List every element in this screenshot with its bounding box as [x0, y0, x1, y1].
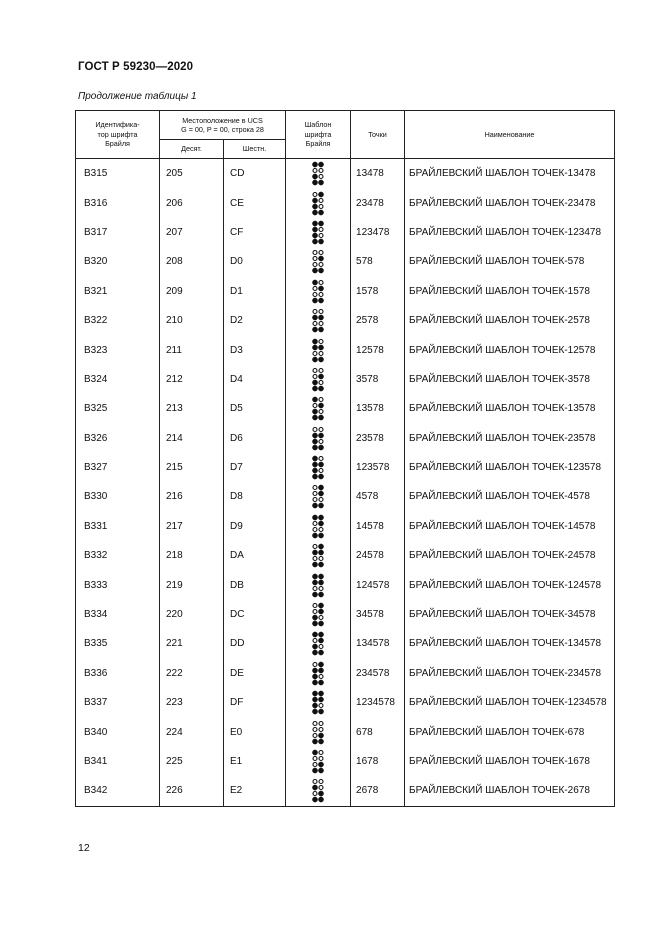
- cell-dots: 3578: [351, 365, 405, 394]
- cell-dots: 134578: [351, 629, 405, 658]
- cell-dec: 224: [160, 717, 224, 746]
- cell-name: БРАЙЛЕВСКИЙ ШАБЛОН ТОЧЕК-134578: [405, 629, 615, 658]
- table-row: [76, 600, 615, 629]
- cell-name: БРАЙЛЕВСКИЙ ШАБЛОН ТОЧЕК-23578: [405, 424, 615, 453]
- cell-id: B322: [76, 306, 160, 335]
- braille-pattern-icon: [286, 365, 351, 394]
- cell-dots: 13578: [351, 394, 405, 423]
- cell-dots: 123578: [351, 453, 405, 482]
- cell-name: БРАЙЛЕВСКИЙ ШАБЛОН ТОЧЕК-2678: [405, 776, 615, 806]
- braille-pattern-icon: [286, 277, 351, 306]
- table-row: [76, 688, 615, 717]
- cell-id: B315: [76, 159, 160, 189]
- braille-table: [75, 110, 615, 807]
- braille-pattern-icon: [286, 453, 351, 482]
- cell-hex: D5: [224, 394, 286, 423]
- cell-dec: 216: [160, 482, 224, 511]
- cell-name: БРАЙЛЕВСКИЙ ШАБЛОН ТОЧЕК-13478: [405, 159, 615, 189]
- cell-name: БРАЙЛЕВСКИЙ ШАБЛОН ТОЧЕК-1678: [405, 747, 615, 776]
- header-name: Наименование: [405, 111, 615, 159]
- table-row: [76, 424, 615, 453]
- table-row: [76, 277, 615, 306]
- cell-id: B334: [76, 600, 160, 629]
- braille-pattern-icon: [286, 600, 351, 629]
- cell-hex: D1: [224, 277, 286, 306]
- cell-hex: DC: [224, 600, 286, 629]
- table-row: [76, 306, 615, 335]
- cell-dots: 678: [351, 717, 405, 746]
- cell-name: БРАЙЛЕВСКИЙ ШАБЛОН ТОЧЕК-1578: [405, 277, 615, 306]
- braille-pattern-icon: [286, 394, 351, 423]
- cell-dec: 207: [160, 218, 224, 247]
- braille-pattern-icon: [286, 688, 351, 717]
- cell-dots: 234578: [351, 659, 405, 688]
- cell-dots: 4578: [351, 482, 405, 511]
- cell-hex: DD: [224, 629, 286, 658]
- cell-dots: 12578: [351, 335, 405, 364]
- cell-hex: D4: [224, 365, 286, 394]
- table-row: [76, 188, 615, 217]
- cell-id: B335: [76, 629, 160, 658]
- table-row: [76, 659, 615, 688]
- table-row: [76, 541, 615, 570]
- cell-name: БРАЙЛЕВСКИЙ ШАБЛОН ТОЧЕК-12578: [405, 335, 615, 364]
- table-row: [76, 747, 615, 776]
- cell-name: БРАЙЛЕВСКИЙ ШАБЛОН ТОЧЕК-2578: [405, 306, 615, 335]
- cell-name: БРАЙЛЕВСКИЙ ШАБЛОН ТОЧЕК-1234578: [405, 688, 615, 717]
- table-row: [76, 717, 615, 746]
- cell-name: БРАЙЛЕВСКИЙ ШАБЛОН ТОЧЕК-678: [405, 717, 615, 746]
- cell-dec: 221: [160, 629, 224, 658]
- cell-dec: 220: [160, 600, 224, 629]
- cell-name: БРАЙЛЕВСКИЙ ШАБЛОН ТОЧЕК-24578: [405, 541, 615, 570]
- table-row: [76, 776, 615, 806]
- header-location: Местоположение в UCS G = 00, P = 00, строка 28: [160, 111, 286, 140]
- cell-id: B324: [76, 365, 160, 394]
- cell-dec: 226: [160, 776, 224, 806]
- cell-name: БРАЙЛЕВСКИЙ ШАБЛОН ТОЧЕК-578: [405, 247, 615, 276]
- braille-pattern-icon: [286, 247, 351, 276]
- cell-id: B340: [76, 717, 160, 746]
- cell-dots: 1578: [351, 277, 405, 306]
- table-row: [76, 629, 615, 658]
- cell-dec: 209: [160, 277, 224, 306]
- cell-dec: 206: [160, 188, 224, 217]
- cell-id: B337: [76, 688, 160, 717]
- cell-dec: 205: [160, 159, 224, 189]
- cell-hex: CE: [224, 188, 286, 217]
- braille-pattern-icon: [286, 747, 351, 776]
- cell-id: B342: [76, 776, 160, 806]
- cell-hex: CF: [224, 218, 286, 247]
- table-row: [76, 512, 615, 541]
- cell-dec: 211: [160, 335, 224, 364]
- table-row: [76, 365, 615, 394]
- cell-dec: 225: [160, 747, 224, 776]
- braille-pattern-icon: [286, 717, 351, 746]
- cell-name: БРАЙЛЕВСКИЙ ШАБЛОН ТОЧЕК-234578: [405, 659, 615, 688]
- header-id: Идентифика- тор шрифта Брайля: [76, 111, 160, 159]
- cell-dec: 218: [160, 541, 224, 570]
- cell-hex: DE: [224, 659, 286, 688]
- cell-dec: 217: [160, 512, 224, 541]
- table-row: [76, 218, 615, 247]
- cell-hex: D9: [224, 512, 286, 541]
- table-caption: Продолжение таблицы 1: [78, 91, 197, 102]
- braille-pattern-icon: [286, 218, 351, 247]
- cell-hex: DA: [224, 541, 286, 570]
- cell-name: БРАЙЛЕВСКИЙ ШАБЛОН ТОЧЕК-4578: [405, 482, 615, 511]
- header-dec: Десят.: [160, 140, 224, 159]
- cell-hex: D0: [224, 247, 286, 276]
- table-row: [76, 482, 615, 511]
- cell-name: БРАЙЛЕВСКИЙ ШАБЛОН ТОЧЕК-13578: [405, 394, 615, 423]
- header-pattern: Шаблон шрифта Брайля: [286, 111, 351, 159]
- table-row: [76, 247, 615, 276]
- cell-dec: 214: [160, 424, 224, 453]
- table-row: [76, 453, 615, 482]
- braille-pattern-icon: [286, 541, 351, 570]
- cell-hex: D6: [224, 424, 286, 453]
- braille-pattern-icon: [286, 659, 351, 688]
- cell-dots: 2578: [351, 306, 405, 335]
- cell-id: B317: [76, 218, 160, 247]
- cell-id: B320: [76, 247, 160, 276]
- cell-name: БРАЙЛЕВСКИЙ ШАБЛОН ТОЧЕК-14578: [405, 512, 615, 541]
- cell-hex: E2: [224, 776, 286, 806]
- cell-dec: 212: [160, 365, 224, 394]
- braille-pattern-icon: [286, 776, 351, 806]
- braille-pattern-icon: [286, 335, 351, 364]
- cell-dec: 223: [160, 688, 224, 717]
- cell-dots: 1678: [351, 747, 405, 776]
- cell-id: B331: [76, 512, 160, 541]
- cell-id: B316: [76, 188, 160, 217]
- cell-id: B321: [76, 277, 160, 306]
- cell-name: БРАЙЛЕВСКИЙ ШАБЛОН ТОЧЕК-34578: [405, 600, 615, 629]
- braille-pattern-icon: [286, 482, 351, 511]
- cell-dots: 578: [351, 247, 405, 276]
- cell-dots: 23578: [351, 424, 405, 453]
- braille-pattern-icon: [286, 188, 351, 217]
- cell-id: B326: [76, 424, 160, 453]
- braille-pattern-icon: [286, 306, 351, 335]
- cell-dots: 13478: [351, 159, 405, 189]
- cell-id: B327: [76, 453, 160, 482]
- braille-pattern-icon: [286, 424, 351, 453]
- cell-name: БРАЙЛЕВСКИЙ ШАБЛОН ТОЧЕК-123578: [405, 453, 615, 482]
- cell-id: B332: [76, 541, 160, 570]
- cell-name: БРАЙЛЕВСКИЙ ШАБЛОН ТОЧЕК-23478: [405, 188, 615, 217]
- braille-pattern-icon: [286, 570, 351, 599]
- cell-id: B330: [76, 482, 160, 511]
- table-row: [76, 335, 615, 364]
- cell-hex: D8: [224, 482, 286, 511]
- cell-dots: 2678: [351, 776, 405, 806]
- cell-hex: D7: [224, 453, 286, 482]
- cell-name: БРАЙЛЕВСКИЙ ШАБЛОН ТОЧЕК-123478: [405, 218, 615, 247]
- cell-dec: 215: [160, 453, 224, 482]
- cell-dec: 219: [160, 570, 224, 599]
- cell-dots: 123478: [351, 218, 405, 247]
- cell-id: B323: [76, 335, 160, 364]
- cell-hex: E1: [224, 747, 286, 776]
- cell-hex: DF: [224, 688, 286, 717]
- header-dots: Точки: [351, 111, 405, 159]
- cell-dots: 124578: [351, 570, 405, 599]
- braille-pattern-icon: [286, 512, 351, 541]
- cell-id: B333: [76, 570, 160, 599]
- cell-name: БРАЙЛЕВСКИЙ ШАБЛОН ТОЧЕК-3578: [405, 365, 615, 394]
- cell-hex: CD: [224, 159, 286, 189]
- cell-hex: D3: [224, 335, 286, 364]
- table-row: [76, 570, 615, 599]
- document-code: ГОСТ Р 59230—2020: [78, 61, 194, 73]
- cell-name: БРАЙЛЕВСКИЙ ШАБЛОН ТОЧЕК-124578: [405, 570, 615, 599]
- cell-dots: 14578: [351, 512, 405, 541]
- cell-dec: 208: [160, 247, 224, 276]
- cell-id: B336: [76, 659, 160, 688]
- cell-hex: E0: [224, 717, 286, 746]
- cell-dots: 23478: [351, 188, 405, 217]
- table-row: [76, 394, 615, 423]
- table-row: [76, 159, 615, 189]
- cell-dots: 34578: [351, 600, 405, 629]
- cell-dots: 1234578: [351, 688, 405, 717]
- header-hex: Шестн.: [224, 140, 286, 159]
- braille-pattern-icon: [286, 159, 351, 189]
- page-number: 12: [78, 842, 90, 854]
- cell-dec: 210: [160, 306, 224, 335]
- cell-hex: D2: [224, 306, 286, 335]
- cell-dec: 222: [160, 659, 224, 688]
- cell-id: B325: [76, 394, 160, 423]
- cell-hex: DB: [224, 570, 286, 599]
- cell-id: B341: [76, 747, 160, 776]
- cell-dots: 24578: [351, 541, 405, 570]
- braille-pattern-icon: [286, 629, 351, 658]
- cell-dec: 213: [160, 394, 224, 423]
